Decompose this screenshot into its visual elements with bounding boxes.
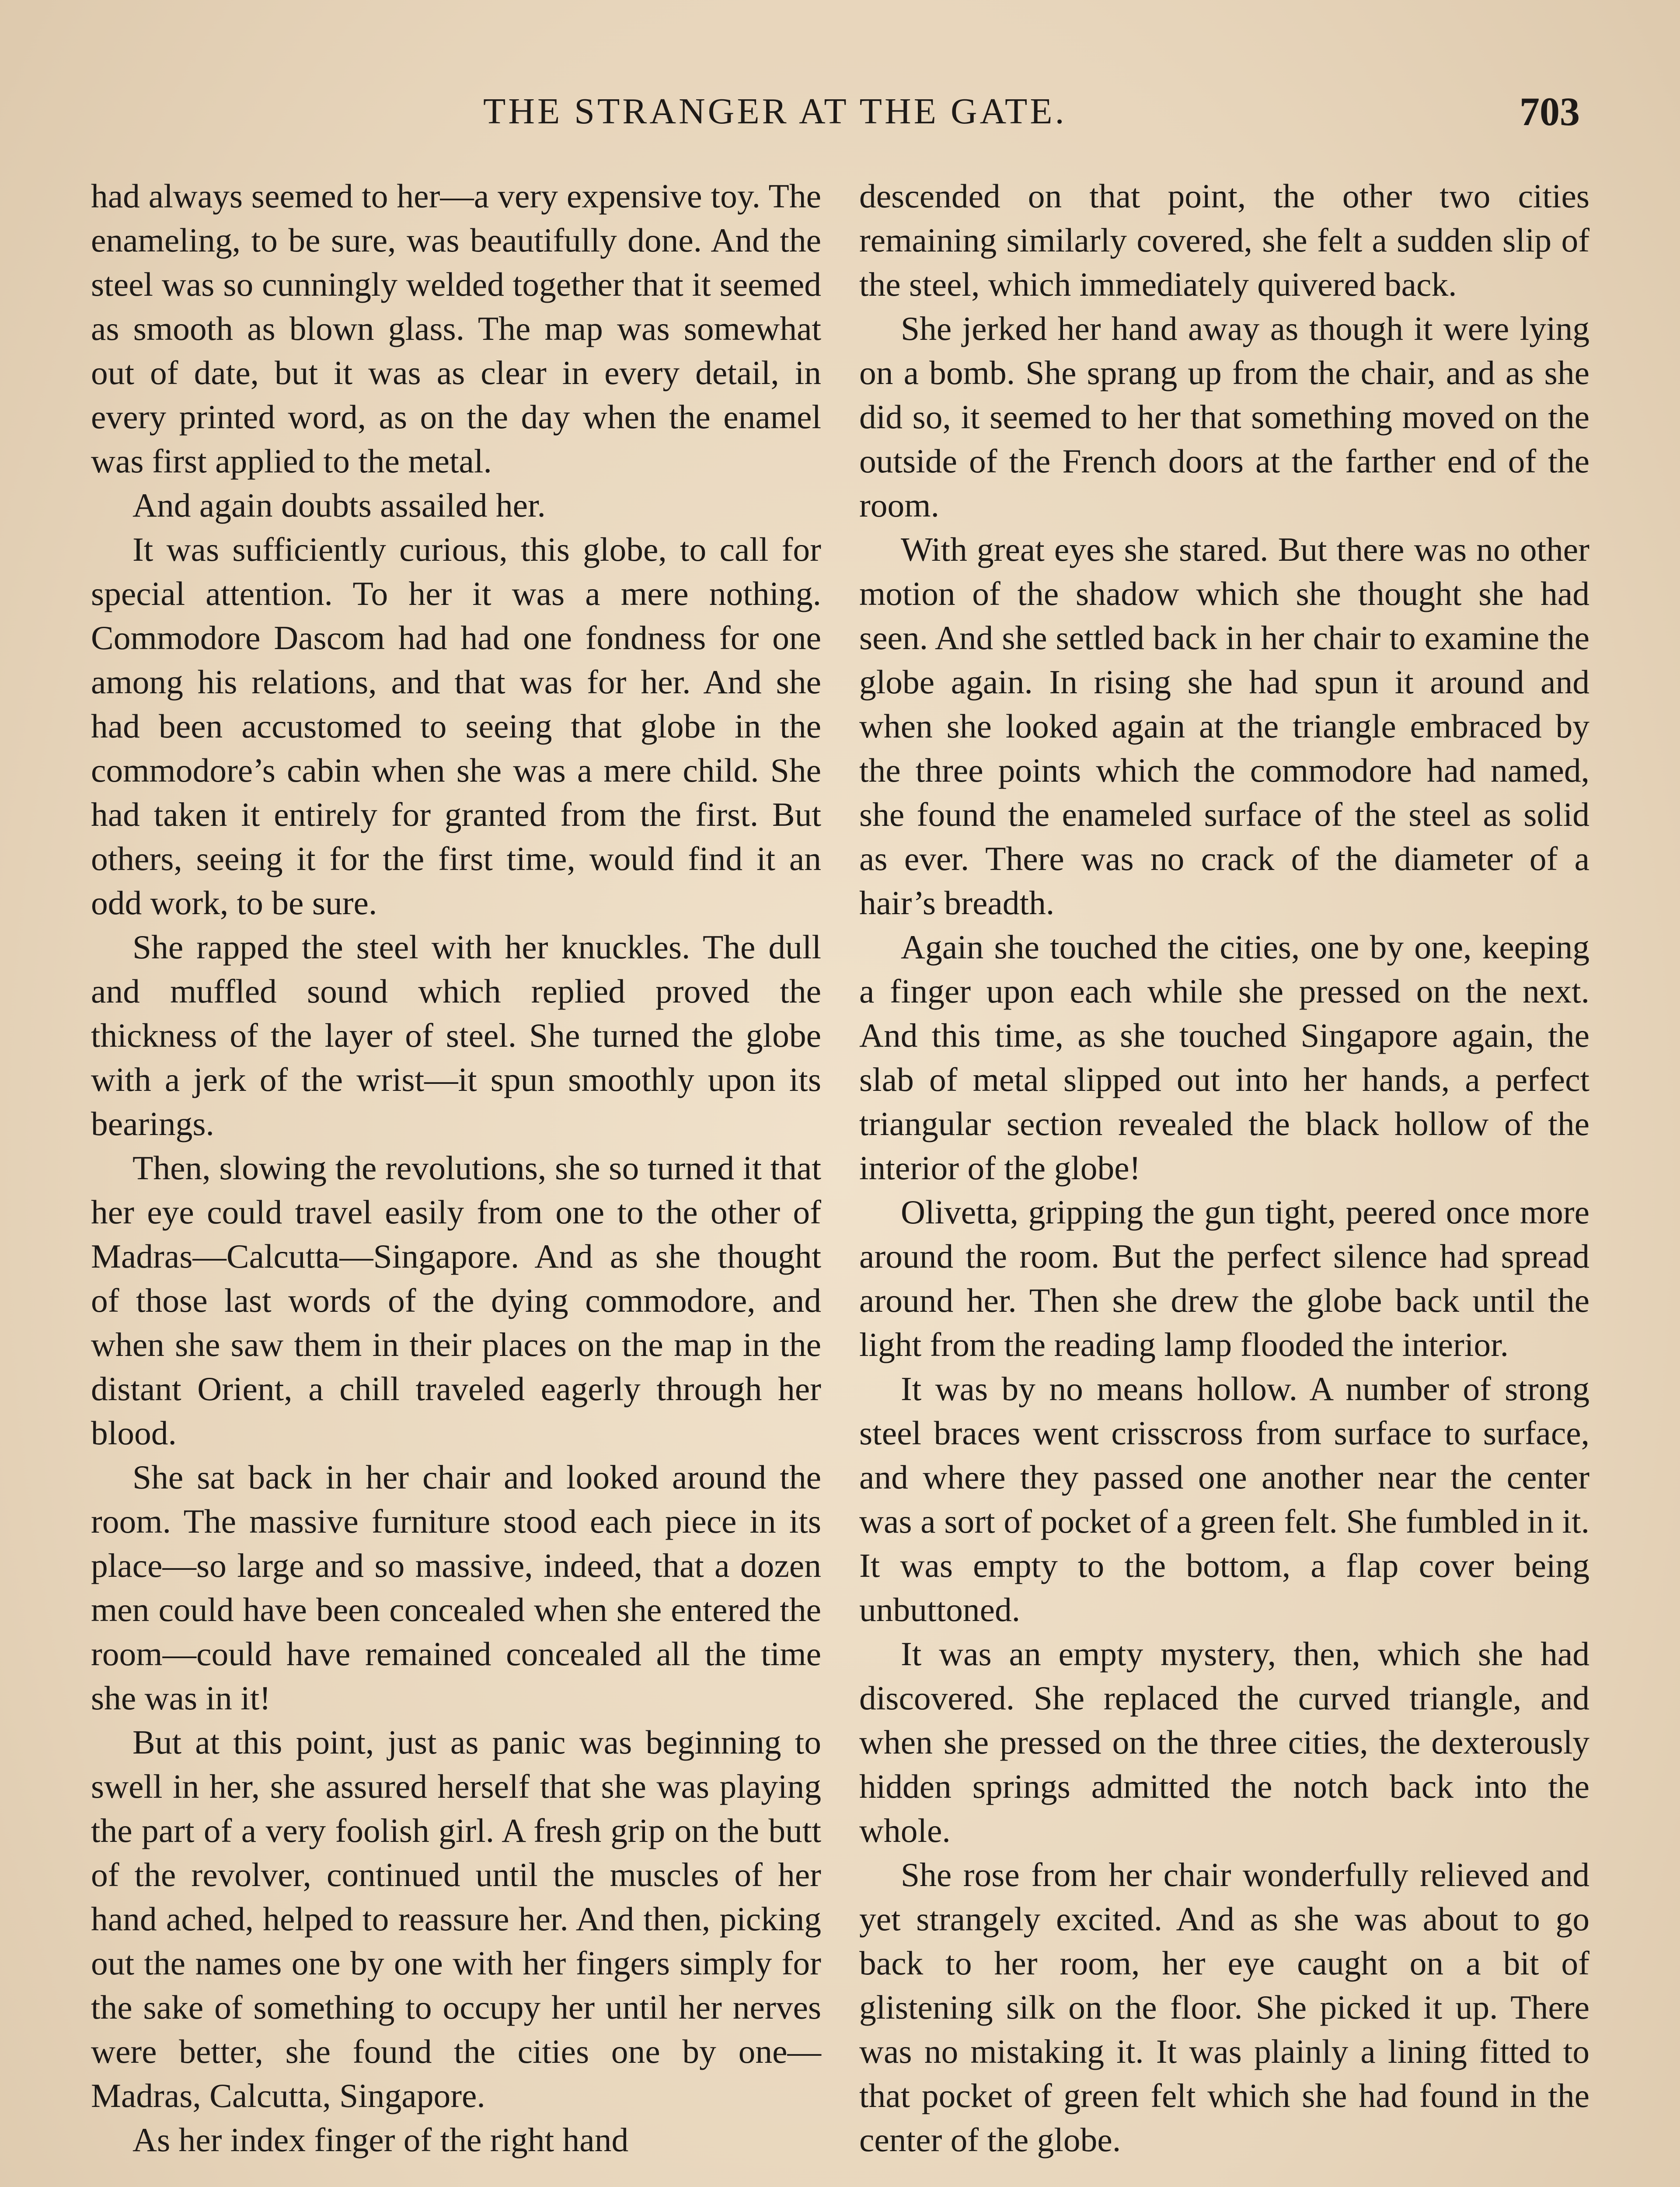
paragraph: Olivetta, gripping the gun tight, peered once more around the room. But the perfect silence had spread around her. Then she drew the globe back until the light from the reading lamp flooded the interior.	[859, 1193, 1589, 1363]
paragraph: descended on that point, the other two cities remaining similarly covered, she felt a sudden slip of the steel, which immediately quivered back.	[859, 177, 1589, 303]
paragraph: But at this point, just as panic was beginning to swell in her, she assured herself that she was playing the part of a very foolish girl. A fresh grip on the butt of the revolver, continued until the muscles of her hand ached, helped to reassure her. And then, picking out the names one by one with her fingers simply for the sake of something to occupy her until her nerves were better, she found the cities one by one—Madras, Calcutta, Singapore.	[91, 1723, 821, 2114]
paragraph: She rapped the steel with her knuckles. The dull and muffled sound which replied proved the thickness of the layer of steel. She turned the globe with a jerk of the wrist—it spun smoothly upon its bearings.	[91, 928, 821, 1142]
paragraph: had always seemed to her—a very expensive toy. The enameling, to be sure, was beautifully done. And the steel was so cunningly welded together that it seemed as smooth as blown glass. The map was somewhat out of date, but it was as clear in every detail, in every printed word, as on the day when the enamel was first applied to the metal.	[91, 177, 821, 480]
paragraph: Then, slowing the revolutions, she so turned it that her eye could travel easily from one to the other of Madras—Calcutta—Singapore. And as she thought of those last words of the dying commodore, and when she saw them in their places on the map in the distant Orient, a chill traveled eagerly through her blood.	[91, 1149, 821, 1452]
paragraph: As her index finger of the right hand	[132, 2121, 629, 2159]
paragraph: And again doubts assailed her.	[132, 486, 546, 524]
paragraph: It was by no means hollow. A number of strong steel braces went crisscross from surface to surface, and where they passed one another near the center was a sort of pocket of a green felt. She fumbled in it. It was empty to the bottom, a flap cover being unbuttoned.	[859, 1370, 1589, 1628]
paragraph: It was sufficiently curious, this globe, to call for special attention. To her it was a mere nothing. Commodore Dascom had had one fondness for one among his relations, and that was for her. And she had been accustomed to seeing that globe in the commodore’s cabin when she was a mere child. She had taken it entirely for granted from the first. But others, seeing it for the first time, would find it an odd work, to be sure.	[91, 531, 821, 922]
paragraph: She jerked her hand away as though it were lying on a bomb. She sprang up from the chair, and as she did so, it seemed to her that something moved on the outside of the French doors at the farther end of the room.	[859, 310, 1589, 524]
paragraph: With great eyes she stared. But there was no other motion of the shadow which she thought she had seen. And she settled back in her chair to examine the globe again. In rising she had spun it around and when she looked again at the triangle embraced by the three points which the commodore had named, she found the enameled surface of the steel as solid as ever. There was no crack of the diameter of a hair’s breadth.	[859, 531, 1589, 922]
running-title: THE STRANGER AT THE GATE.	[483, 91, 1067, 132]
paragraph: She sat back in her chair and looked around the room. The massive furniture stood each piece in its place—so large and so massive, indeed, that a dozen men could have been concealed when she entered the room—could have remained concealed all the time she was in it!	[91, 1458, 821, 1717]
left-text-column	[91, 174, 821, 2162]
page-number: 703	[1520, 89, 1580, 134]
right-text-column	[859, 174, 1589, 2162]
paragraph: It was an empty mystery, then, which she had discovered. She replaced the curved triangle, and when she pressed on the three cities, the dexterously hidden springs admitted the notch back into the whole.	[859, 1635, 1589, 1849]
paragraph: Again she touched the cities, one by one, keeping a finger upon each while she pressed on the next. And this time, as she touched Singapore again, the slab of metal slipped out into her hands, a perfect triangular section revealed the black hollow of the interior of the globe!	[859, 928, 1589, 1187]
paragraph: She rose from her chair wonderfully relieved and yet strangely excited. And as she was about to go back to her room, her eye caught on a bit of glistening silk on the floor. She picked it up. There was no mistaking it. It was plainly a lining fitted to that pocket of green felt which she had found in the center of the globe.	[859, 1856, 1589, 2159]
